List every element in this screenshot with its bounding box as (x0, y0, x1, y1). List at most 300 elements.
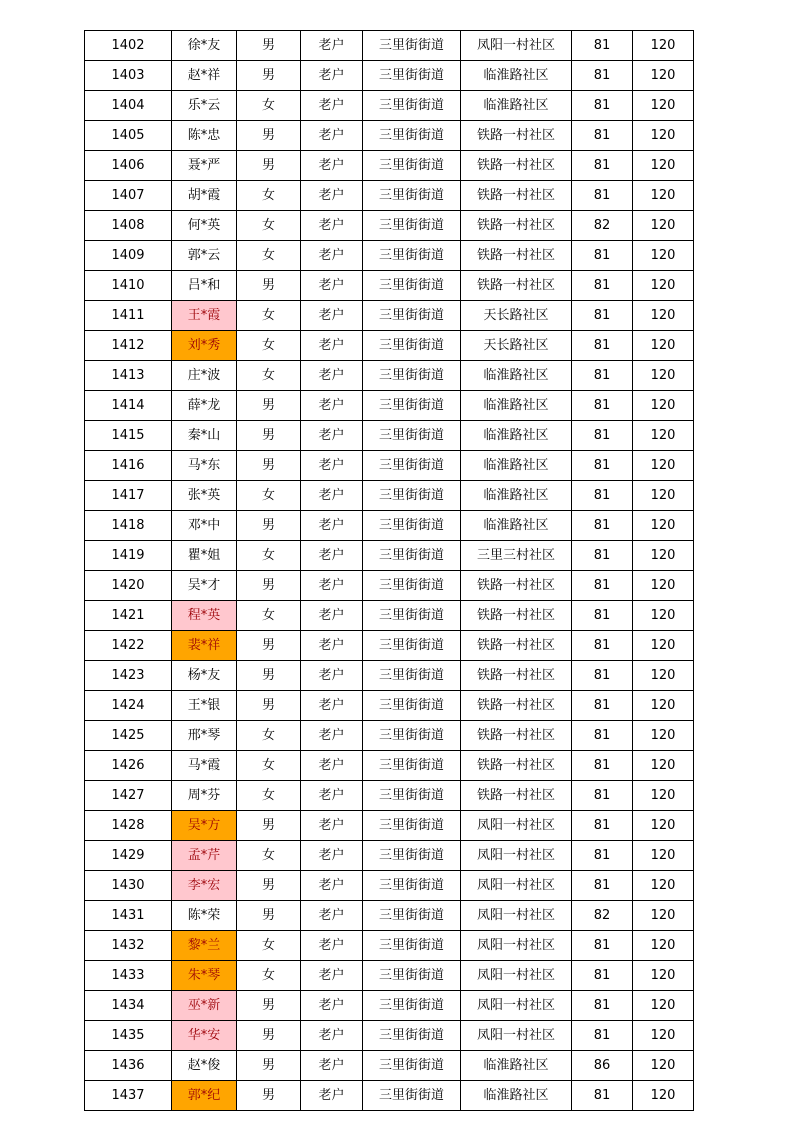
cell-number-a: 81 (572, 541, 633, 571)
cell-household-type: 老户 (301, 271, 363, 301)
cell-household-type: 老户 (301, 151, 363, 181)
cell-community: 临淮路社区 (461, 391, 572, 421)
cell-id: 1433 (85, 961, 172, 991)
cell-name: 马*霞 (172, 751, 237, 781)
cell-name: 裴*祥 (172, 631, 237, 661)
cell-id: 1410 (85, 271, 172, 301)
table-row (85, 151, 694, 181)
cell-name: 刘*秀 (172, 331, 237, 361)
cell-id: 1431 (85, 901, 172, 931)
cell-street: 三里街街道 (363, 421, 461, 451)
cell-name: 赵*俊 (172, 1051, 237, 1081)
cell-household-type: 老户 (301, 331, 363, 361)
cell-gender: 女 (237, 211, 301, 241)
cell-name: 杨*友 (172, 661, 237, 691)
cell-number-a: 86 (572, 1051, 633, 1081)
cell-street: 三里街街道 (363, 511, 461, 541)
table-row (85, 721, 694, 751)
cell-gender: 男 (237, 631, 301, 661)
cell-household-type: 老户 (301, 31, 363, 61)
cell-number-a: 81 (572, 151, 633, 181)
cell-name: 瞿*姐 (172, 541, 237, 571)
cell-name: 徐*友 (172, 31, 237, 61)
cell-household-type: 老户 (301, 481, 363, 511)
cell-number-b: 120 (633, 541, 694, 571)
cell-number-b: 120 (633, 91, 694, 121)
cell-household-type: 老户 (301, 811, 363, 841)
cell-id: 1420 (85, 571, 172, 601)
cell-household-type: 老户 (301, 361, 363, 391)
cell-street: 三里街街道 (363, 901, 461, 931)
cell-street: 三里街街道 (363, 1021, 461, 1051)
table-row (85, 1081, 694, 1111)
cell-id: 1426 (85, 751, 172, 781)
cell-street: 三里街街道 (363, 271, 461, 301)
cell-gender: 女 (237, 721, 301, 751)
cell-id: 1412 (85, 331, 172, 361)
cell-number-b: 120 (633, 721, 694, 751)
cell-gender: 男 (237, 1021, 301, 1051)
cell-number-b: 120 (633, 631, 694, 661)
cell-number-a: 81 (572, 1081, 633, 1111)
cell-community: 临淮路社区 (461, 91, 572, 121)
cell-number-b: 120 (633, 481, 694, 511)
cell-gender: 女 (237, 331, 301, 361)
cell-gender: 女 (237, 301, 301, 331)
cell-id: 1414 (85, 391, 172, 421)
cell-name: 聂*严 (172, 151, 237, 181)
table-row (85, 301, 694, 331)
cell-name: 吴*方 (172, 811, 237, 841)
cell-number-b: 120 (633, 841, 694, 871)
cell-household-type: 老户 (301, 541, 363, 571)
cell-gender: 女 (237, 241, 301, 271)
cell-number-b: 120 (633, 211, 694, 241)
cell-number-b: 120 (633, 1051, 694, 1081)
cell-community: 凤阳一村社区 (461, 961, 572, 991)
cell-gender: 男 (237, 271, 301, 301)
cell-street: 三里街街道 (363, 31, 461, 61)
cell-number-a: 81 (572, 241, 633, 271)
cell-name: 朱*琴 (172, 961, 237, 991)
cell-name: 陈*荣 (172, 901, 237, 931)
cell-community: 铁路一村社区 (461, 781, 572, 811)
cell-gender: 女 (237, 481, 301, 511)
cell-household-type: 老户 (301, 511, 363, 541)
cell-name: 马*东 (172, 451, 237, 481)
cell-gender: 女 (237, 601, 301, 631)
cell-household-type: 老户 (301, 571, 363, 601)
cell-name: 吴*才 (172, 571, 237, 601)
cell-id: 1408 (85, 211, 172, 241)
cell-number-a: 81 (572, 451, 633, 481)
cell-number-a: 81 (572, 571, 633, 601)
cell-household-type: 老户 (301, 631, 363, 661)
cell-gender: 女 (237, 541, 301, 571)
cell-id: 1402 (85, 31, 172, 61)
cell-number-b: 120 (633, 271, 694, 301)
cell-gender: 男 (237, 1081, 301, 1111)
cell-street: 三里街街道 (363, 61, 461, 91)
cell-street: 三里街街道 (363, 691, 461, 721)
cell-household-type: 老户 (301, 721, 363, 751)
cell-household-type: 老户 (301, 661, 363, 691)
cell-id: 1417 (85, 481, 172, 511)
table-row (85, 841, 694, 871)
table-row (85, 571, 694, 601)
cell-street: 三里街街道 (363, 211, 461, 241)
cell-street: 三里街街道 (363, 541, 461, 571)
cell-number-b: 120 (633, 331, 694, 361)
cell-id: 1404 (85, 91, 172, 121)
cell-street: 三里街街道 (363, 1051, 461, 1081)
cell-household-type: 老户 (301, 841, 363, 871)
cell-gender: 女 (237, 961, 301, 991)
cell-gender: 男 (237, 571, 301, 601)
cell-street: 三里街街道 (363, 631, 461, 661)
cell-name: 赵*祥 (172, 61, 237, 91)
cell-number-b: 120 (633, 181, 694, 211)
cell-household-type: 老户 (301, 121, 363, 151)
cell-gender: 男 (237, 151, 301, 181)
cell-number-a: 81 (572, 811, 633, 841)
cell-name: 王*银 (172, 691, 237, 721)
table-row (85, 631, 694, 661)
cell-household-type: 老户 (301, 901, 363, 931)
cell-number-a: 81 (572, 961, 633, 991)
cell-number-a: 81 (572, 481, 633, 511)
table-row (85, 211, 694, 241)
cell-street: 三里街街道 (363, 841, 461, 871)
table-row (85, 121, 694, 151)
table-row (85, 91, 694, 121)
cell-number-b: 120 (633, 511, 694, 541)
cell-number-a: 81 (572, 91, 633, 121)
cell-number-b: 120 (633, 361, 694, 391)
cell-number-b: 120 (633, 931, 694, 961)
table-row (85, 961, 694, 991)
cell-number-b: 120 (633, 121, 694, 151)
cell-number-a: 81 (572, 331, 633, 361)
cell-street: 三里街街道 (363, 481, 461, 511)
cell-community: 凤阳一村社区 (461, 901, 572, 931)
cell-community: 凤阳一村社区 (461, 931, 572, 961)
table-row (85, 391, 694, 421)
cell-community: 铁路一村社区 (461, 751, 572, 781)
cell-community: 铁路一村社区 (461, 571, 572, 601)
cell-community: 铁路一村社区 (461, 661, 572, 691)
cell-community: 天长路社区 (461, 331, 572, 361)
cell-household-type: 老户 (301, 931, 363, 961)
cell-street: 三里街街道 (363, 991, 461, 1021)
cell-number-a: 81 (572, 721, 633, 751)
cell-id: 1403 (85, 61, 172, 91)
cell-id: 1436 (85, 1051, 172, 1081)
cell-name: 何*英 (172, 211, 237, 241)
cell-number-a: 81 (572, 781, 633, 811)
cell-community: 铁路一村社区 (461, 691, 572, 721)
cell-number-b: 120 (633, 151, 694, 181)
cell-community: 临淮路社区 (461, 511, 572, 541)
cell-id: 1430 (85, 871, 172, 901)
cell-street: 三里街街道 (363, 871, 461, 901)
roster-body (85, 31, 694, 1111)
cell-gender: 男 (237, 691, 301, 721)
cell-gender: 男 (237, 421, 301, 451)
cell-gender: 女 (237, 781, 301, 811)
cell-household-type: 老户 (301, 871, 363, 901)
cell-community: 铁路一村社区 (461, 721, 572, 751)
cell-gender: 女 (237, 91, 301, 121)
cell-community: 铁路一村社区 (461, 121, 572, 151)
table-row (85, 481, 694, 511)
cell-number-a: 81 (572, 121, 633, 151)
cell-name: 黎*兰 (172, 931, 237, 961)
cell-community: 天长路社区 (461, 301, 572, 331)
cell-household-type: 老户 (301, 601, 363, 631)
cell-number-a: 81 (572, 511, 633, 541)
cell-id: 1407 (85, 181, 172, 211)
cell-gender: 男 (237, 871, 301, 901)
cell-name: 李*宏 (172, 871, 237, 901)
cell-number-a: 81 (572, 361, 633, 391)
cell-id: 1405 (85, 121, 172, 151)
cell-number-a: 82 (572, 901, 633, 931)
cell-number-a: 81 (572, 271, 633, 301)
cell-name: 陈*忠 (172, 121, 237, 151)
cell-name: 郭*云 (172, 241, 237, 271)
cell-street: 三里街街道 (363, 451, 461, 481)
cell-gender: 男 (237, 451, 301, 481)
cell-street: 三里街街道 (363, 301, 461, 331)
cell-id: 1416 (85, 451, 172, 481)
cell-id: 1413 (85, 361, 172, 391)
cell-number-b: 120 (633, 1021, 694, 1051)
cell-household-type: 老户 (301, 451, 363, 481)
cell-number-b: 120 (633, 571, 694, 601)
cell-number-a: 81 (572, 181, 633, 211)
cell-community: 临淮路社区 (461, 1051, 572, 1081)
cell-id: 1419 (85, 541, 172, 571)
table-row (85, 271, 694, 301)
cell-street: 三里街街道 (363, 331, 461, 361)
cell-household-type: 老户 (301, 241, 363, 271)
cell-community: 铁路一村社区 (461, 601, 572, 631)
cell-gender: 男 (237, 61, 301, 91)
cell-name: 周*芬 (172, 781, 237, 811)
table-row (85, 241, 694, 271)
cell-id: 1428 (85, 811, 172, 841)
cell-street: 三里街街道 (363, 241, 461, 271)
table-row (85, 811, 694, 841)
cell-number-b: 120 (633, 1081, 694, 1111)
table-row (85, 691, 694, 721)
cell-gender: 男 (237, 661, 301, 691)
cell-street: 三里街街道 (363, 751, 461, 781)
table-row (85, 331, 694, 361)
cell-number-a: 81 (572, 61, 633, 91)
cell-household-type: 老户 (301, 751, 363, 781)
cell-id: 1418 (85, 511, 172, 541)
cell-community: 临淮路社区 (461, 1081, 572, 1111)
cell-number-b: 120 (633, 691, 694, 721)
cell-street: 三里街街道 (363, 361, 461, 391)
cell-name: 孟*芹 (172, 841, 237, 871)
table-row (85, 991, 694, 1021)
cell-household-type: 老户 (301, 691, 363, 721)
cell-gender: 男 (237, 511, 301, 541)
cell-household-type: 老户 (301, 91, 363, 121)
cell-gender: 男 (237, 391, 301, 421)
table-row (85, 451, 694, 481)
cell-id: 1424 (85, 691, 172, 721)
cell-household-type: 老户 (301, 61, 363, 91)
cell-id: 1435 (85, 1021, 172, 1051)
cell-street: 三里街街道 (363, 1081, 461, 1111)
cell-number-a: 81 (572, 751, 633, 781)
cell-id: 1429 (85, 841, 172, 871)
cell-community: 铁路一村社区 (461, 151, 572, 181)
cell-number-a: 81 (572, 631, 633, 661)
cell-id: 1423 (85, 661, 172, 691)
cell-number-b: 120 (633, 901, 694, 931)
cell-number-b: 120 (633, 751, 694, 781)
cell-name: 胡*霞 (172, 181, 237, 211)
cell-number-a: 81 (572, 31, 633, 61)
cell-number-a: 81 (572, 991, 633, 1021)
cell-name: 程*英 (172, 601, 237, 631)
cell-number-a: 81 (572, 1021, 633, 1051)
cell-street: 三里街街道 (363, 811, 461, 841)
table-row (85, 181, 694, 211)
cell-id: 1421 (85, 601, 172, 631)
table-row (85, 511, 694, 541)
cell-id: 1422 (85, 631, 172, 661)
cell-name: 薛*龙 (172, 391, 237, 421)
cell-street: 三里街街道 (363, 151, 461, 181)
cell-id: 1411 (85, 301, 172, 331)
cell-community: 临淮路社区 (461, 481, 572, 511)
cell-gender: 女 (237, 841, 301, 871)
cell-street: 三里街街道 (363, 91, 461, 121)
cell-id: 1434 (85, 991, 172, 1021)
cell-number-a: 81 (572, 391, 633, 421)
cell-number-b: 120 (633, 31, 694, 61)
cell-household-type: 老户 (301, 1081, 363, 1111)
cell-name: 华*安 (172, 1021, 237, 1051)
cell-number-b: 120 (633, 661, 694, 691)
cell-number-b: 120 (633, 451, 694, 481)
cell-community: 铁路一村社区 (461, 631, 572, 661)
cell-gender: 男 (237, 991, 301, 1021)
cell-community: 凤阳一村社区 (461, 1021, 572, 1051)
cell-number-a: 81 (572, 601, 633, 631)
cell-street: 三里街街道 (363, 781, 461, 811)
table-row (85, 61, 694, 91)
cell-community: 临淮路社区 (461, 61, 572, 91)
table-row (85, 751, 694, 781)
cell-number-a: 81 (572, 301, 633, 331)
cell-community: 临淮路社区 (461, 421, 572, 451)
cell-number-b: 120 (633, 301, 694, 331)
cell-id: 1432 (85, 931, 172, 961)
table-row (85, 361, 694, 391)
roster-table (84, 30, 694, 1111)
cell-id: 1425 (85, 721, 172, 751)
cell-gender: 女 (237, 751, 301, 781)
cell-number-a: 81 (572, 871, 633, 901)
cell-community: 铁路一村社区 (461, 271, 572, 301)
cell-street: 三里街街道 (363, 721, 461, 751)
table-row (85, 1021, 694, 1051)
cell-name: 乐*云 (172, 91, 237, 121)
cell-id: 1427 (85, 781, 172, 811)
cell-id: 1437 (85, 1081, 172, 1111)
cell-household-type: 老户 (301, 781, 363, 811)
cell-street: 三里街街道 (363, 121, 461, 151)
table-row (85, 931, 694, 961)
cell-household-type: 老户 (301, 991, 363, 1021)
cell-household-type: 老户 (301, 391, 363, 421)
cell-gender: 女 (237, 931, 301, 961)
cell-community: 凤阳一村社区 (461, 871, 572, 901)
cell-community: 凤阳一村社区 (461, 991, 572, 1021)
cell-id: 1406 (85, 151, 172, 181)
cell-community: 三里三村社区 (461, 541, 572, 571)
cell-community: 铁路一村社区 (461, 181, 572, 211)
cell-street: 三里街街道 (363, 181, 461, 211)
cell-household-type: 老户 (301, 301, 363, 331)
cell-street: 三里街街道 (363, 601, 461, 631)
table-row (85, 1051, 694, 1081)
cell-id: 1409 (85, 241, 172, 271)
cell-gender: 男 (237, 31, 301, 61)
cell-street: 三里街街道 (363, 571, 461, 601)
cell-name: 巫*新 (172, 991, 237, 1021)
cell-number-b: 120 (633, 601, 694, 631)
cell-household-type: 老户 (301, 961, 363, 991)
cell-number-b: 120 (633, 871, 694, 901)
cell-number-a: 81 (572, 841, 633, 871)
table-row (85, 871, 694, 901)
cell-street: 三里街街道 (363, 661, 461, 691)
cell-name: 张*英 (172, 481, 237, 511)
cell-id: 1415 (85, 421, 172, 451)
cell-name: 王*霞 (172, 301, 237, 331)
cell-number-a: 81 (572, 931, 633, 961)
cell-number-b: 120 (633, 241, 694, 271)
cell-name: 邢*琴 (172, 721, 237, 751)
cell-community: 凤阳一村社区 (461, 811, 572, 841)
cell-street: 三里街街道 (363, 391, 461, 421)
cell-number-b: 120 (633, 61, 694, 91)
cell-number-a: 81 (572, 421, 633, 451)
cell-number-b: 120 (633, 811, 694, 841)
cell-name: 秦*山 (172, 421, 237, 451)
table-row (85, 421, 694, 451)
table-row (85, 601, 694, 631)
cell-number-a: 82 (572, 211, 633, 241)
cell-street: 三里街街道 (363, 931, 461, 961)
cell-gender: 女 (237, 361, 301, 391)
cell-number-b: 120 (633, 391, 694, 421)
cell-household-type: 老户 (301, 1051, 363, 1081)
cell-name: 邓*中 (172, 511, 237, 541)
cell-gender: 男 (237, 811, 301, 841)
cell-number-b: 120 (633, 781, 694, 811)
cell-community: 铁路一村社区 (461, 241, 572, 271)
cell-household-type: 老户 (301, 181, 363, 211)
